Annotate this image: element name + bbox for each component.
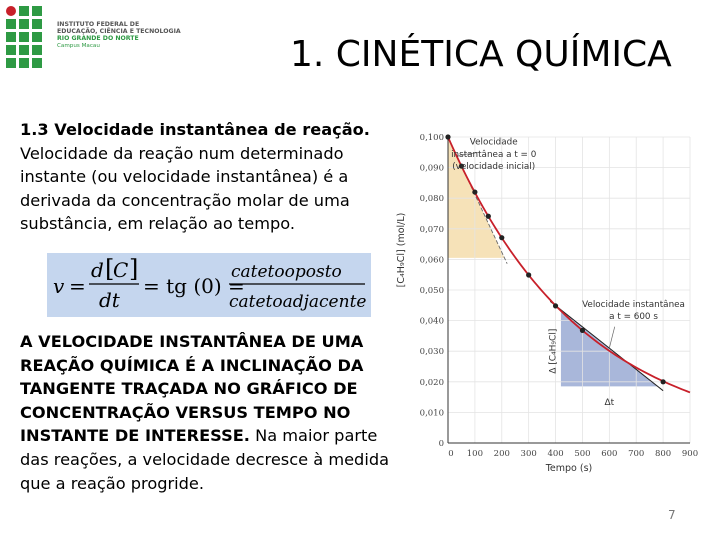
- x-tick-label: 300: [520, 449, 537, 459]
- formula-c: C: [113, 258, 129, 282]
- y-tick-label: 0,030: [419, 347, 444, 358]
- x-tick-label: 500: [574, 449, 591, 459]
- logo-square: [6, 45, 16, 55]
- data-point: [499, 235, 504, 240]
- formula-eq2: = tg (0) =: [143, 274, 245, 298]
- data-point: [661, 379, 666, 384]
- svg-text:]: ]: [129, 255, 139, 283]
- data-point: [472, 189, 477, 194]
- logo-square: [32, 45, 42, 55]
- data-point: [526, 272, 531, 277]
- formula-v: v: [53, 274, 65, 298]
- data-point: [580, 328, 585, 333]
- annotation-t600-line: a t = 600 s: [609, 312, 658, 323]
- annotation-t600-line: Velocidade instantânea: [582, 299, 685, 310]
- logo-square: [6, 32, 16, 42]
- y-tick-label: 0,040: [419, 316, 444, 327]
- continuation-statement: Na maior parte das reações, a velocidade decresce à medida que a reação progride.: [20, 426, 390, 493]
- chart-svg: [390, 125, 708, 485]
- y-tick-label: 0,010: [419, 408, 444, 419]
- logo-circle: [6, 6, 16, 16]
- y-tick-label: 0,090: [419, 163, 444, 174]
- formula-graphic: [47, 253, 371, 317]
- delta-t-label: Δt: [604, 397, 615, 408]
- definition-text: [20, 118, 390, 236]
- logo-mark: [4, 4, 184, 76]
- x-tick-label: 600: [601, 449, 618, 459]
- x-tick-label: 900: [681, 449, 699, 459]
- logo-square: [32, 19, 42, 29]
- x-tick-label: 0: [448, 449, 454, 459]
- logo-square: [19, 19, 29, 29]
- rate-formula: [47, 253, 371, 317]
- formula-d: d: [91, 258, 104, 282]
- logo-square: [6, 19, 16, 29]
- formula-dt: dt: [99, 288, 120, 312]
- logo-square: [6, 58, 16, 68]
- x-tick-label: 700: [628, 449, 645, 459]
- y-tick-label: 0,020: [419, 377, 444, 388]
- x-tick-label: 400: [547, 449, 564, 459]
- y-axis-label: [C₄H₉Cl] (mol/L): [396, 212, 407, 288]
- annotation-initial-line: (velocidade inicial): [452, 162, 536, 173]
- institution-logo: [4, 4, 184, 76]
- emphasis-statement: A VELOCIDADE INSTANTÂNEA DE UMA REAÇÃO QUÍMICA É A INCLINAÇÃO DA TANGENTE TRAÇADA NO GRÁFICO DE CONCENTRAÇÃO VERSUS TEMPO NO INSTANTE DE INTERESSE.: [20, 332, 364, 446]
- page-number: 7: [668, 508, 676, 522]
- delta-c-label: Δ [C₄H₉Cl]: [548, 328, 559, 374]
- logo-square: [32, 32, 42, 42]
- logo-line-3: RIO GRANDE DO NORTE: [57, 35, 139, 42]
- logo-square: [19, 32, 29, 42]
- formula-numerator: catetooposto: [231, 262, 342, 282]
- data-point: [553, 303, 558, 308]
- y-tick-label: 0,070: [419, 224, 444, 235]
- y-tick-label: 0: [438, 439, 444, 449]
- x-tick-label: 800: [654, 449, 672, 459]
- data-point: [445, 134, 450, 139]
- logo-square: [19, 45, 29, 55]
- svg-text:[: [: [105, 255, 115, 283]
- x-tick-label: 100: [466, 449, 484, 459]
- y-tick-label: 0,060: [419, 255, 444, 266]
- y-tick-label: 0,100: [419, 133, 444, 143]
- section-subtitle: 1.3 Velocidade instantânea de reação.: [20, 120, 370, 139]
- annotation-t600-pointer: [609, 327, 614, 348]
- concentration-chart: [390, 125, 708, 485]
- logo-line-2: EDUCAÇÃO, CIÊNCIA E TECNOLOGIA: [57, 28, 181, 35]
- formula-eq1: =: [69, 274, 86, 298]
- y-tick-label: 0,080: [419, 194, 444, 205]
- logo-square: [32, 58, 42, 68]
- logo-line-1: INSTITUTO FEDERAL DE: [57, 21, 140, 28]
- logo-square: [32, 6, 42, 16]
- annotation-initial-line: Velocidade: [469, 137, 518, 148]
- annotation-initial-line: instantânea a t = 0: [451, 149, 537, 160]
- logo-square: [19, 6, 29, 16]
- x-tick-label: 200: [493, 449, 510, 459]
- x-axis-label: Tempo (s): [545, 463, 593, 474]
- y-tick-label: 0,050: [419, 286, 444, 296]
- logo-line-4: Campus Macau: [57, 43, 100, 49]
- formula-denominator: catetoadjacente: [229, 292, 367, 312]
- data-point: [486, 214, 491, 219]
- slide-title: 1. CINÉTICA QUÍMICA: [290, 34, 672, 75]
- definition-paragraph: Velocidade da reação num determinado instante (ou velocidade instantânea) é a derivada da concentração molar de uma substância, em relação ao tempo.: [20, 143, 350, 234]
- logo-square: [19, 58, 29, 68]
- emphasis-paragraph: [20, 330, 398, 495]
